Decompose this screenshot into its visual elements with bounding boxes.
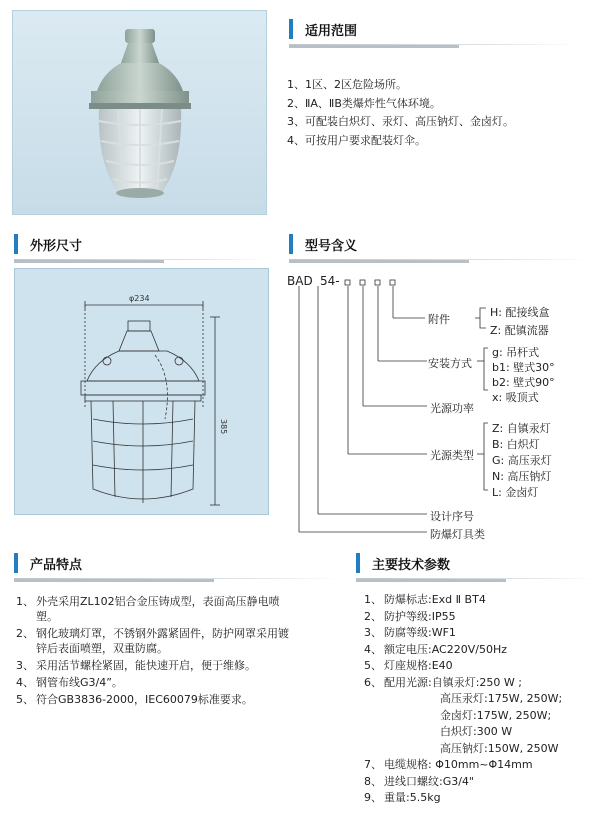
install-option: x: 吸顶式 (492, 391, 539, 404)
list-item: 3、可配装白炽灯、汞灯、高压钠灯、金卤灯。 (287, 115, 514, 128)
section-marker (289, 234, 293, 254)
model-series: 54- (320, 274, 340, 288)
spec-row: 1、 防爆标志:Exd Ⅱ BT4 (364, 593, 486, 606)
install-label: 安装方式 (428, 357, 472, 370)
product-photo (12, 10, 267, 215)
list-item: 3、 采用活节螺栓紧固，能快速开启，便于维修。 (16, 659, 256, 672)
section-marker (14, 234, 18, 254)
dimension-drawing (14, 268, 269, 515)
features-section-header (14, 550, 344, 576)
diameter-label: φ234 (129, 294, 150, 303)
spec-row: 高压汞灯:175W, 250W; (440, 692, 563, 705)
section-marker (14, 553, 18, 573)
accessory-option: H: 配接线盒 (490, 306, 550, 319)
lamp-outline-drawing (15, 269, 270, 516)
source-option: N: 高压钠灯 (492, 470, 552, 483)
spec-row: 9、 重量:5.5kg (364, 791, 441, 804)
list-item: 1、 外壳采用ZL102铝合金压铸成型，表面高压静电喷塑。 (16, 595, 280, 623)
specs-section-header (356, 550, 596, 576)
list-item: 4、可按用户要求配装灯伞。 (287, 133, 426, 147)
model-title: 型号含义 (305, 238, 358, 254)
spec-row: 2、 防护等级:IP55 (364, 609, 456, 623)
spec-row: 8、 进线口螺纹:G3/4" (364, 774, 474, 788)
spec-row: 白炽灯:300 W (440, 725, 513, 738)
source-option: B: 白炽灯 (492, 438, 540, 451)
model-section-header (289, 231, 589, 257)
section-marker (289, 19, 293, 39)
dimensions-title: 外形尺寸 (30, 238, 83, 254)
accessory-label: 附件 (428, 313, 450, 326)
list-item: 2、ⅡA、ⅡB类爆炸性气体环境。 (287, 96, 441, 110)
scope-section-header (289, 16, 579, 42)
features-title: 产品特点 (30, 557, 83, 573)
type-label: 防爆灯具类 (430, 528, 485, 541)
model-prefix: BAD (287, 274, 313, 288)
specs-list (364, 592, 562, 807)
list-item: 2、 钢化玻璃灯罩，不锈钢外露紧固件，防护网罩采用镀锌后表面喷塑，双重防腐。 (16, 627, 289, 655)
specs-title: 主要技术参数 (372, 557, 451, 573)
source-option: Z: 自镇汞灯 (492, 422, 551, 435)
source-option: L: 金卤灯 (492, 486, 539, 499)
height-label: 385 (219, 419, 228, 435)
source-label: 光源类型 (430, 449, 474, 462)
install-option: g: 吊杆式 (492, 346, 540, 359)
install-option: b1: 壁式30° (492, 361, 555, 374)
design-label: 设计序号 (430, 510, 474, 523)
lamp-photo-illustration (13, 11, 267, 215)
accessory-option: Z: 配镇流器 (490, 324, 549, 337)
spec-row: 高压钠灯:150W, 250W (440, 741, 559, 755)
spec-row: 6、 配用光源:自镇汞灯:250 W ; (364, 675, 522, 689)
list-item: 5、 符合GB3836-2000，IEC60079标准要求。 (16, 693, 253, 706)
source-option: G: 高压汞灯 (492, 454, 552, 467)
scope-list (287, 76, 514, 150)
spec-row: 4、 额定电压:AC220V/50Hz (364, 642, 507, 656)
spec-row: 金卤灯:175W, 250W; (440, 708, 552, 722)
features-list (16, 594, 306, 709)
section-marker (356, 553, 360, 573)
power-label: 光源功率 (430, 402, 474, 415)
spec-row: 7、 电缆规格: Φ10mm~Φ14mm (364, 758, 533, 771)
spec-row: 3、 防腐等级:WF1 (364, 626, 456, 639)
list-item: 1、1区、2区危险场所。 (287, 78, 407, 91)
spec-row: 5、 灯座规格:E40 (364, 659, 453, 672)
scope-title: 适用范围 (305, 23, 358, 39)
dimensions-section-header (14, 231, 269, 257)
list-item: 4、 钢管布线G3/4”。 (16, 676, 123, 689)
install-option: b2: 壁式90° (492, 376, 555, 389)
